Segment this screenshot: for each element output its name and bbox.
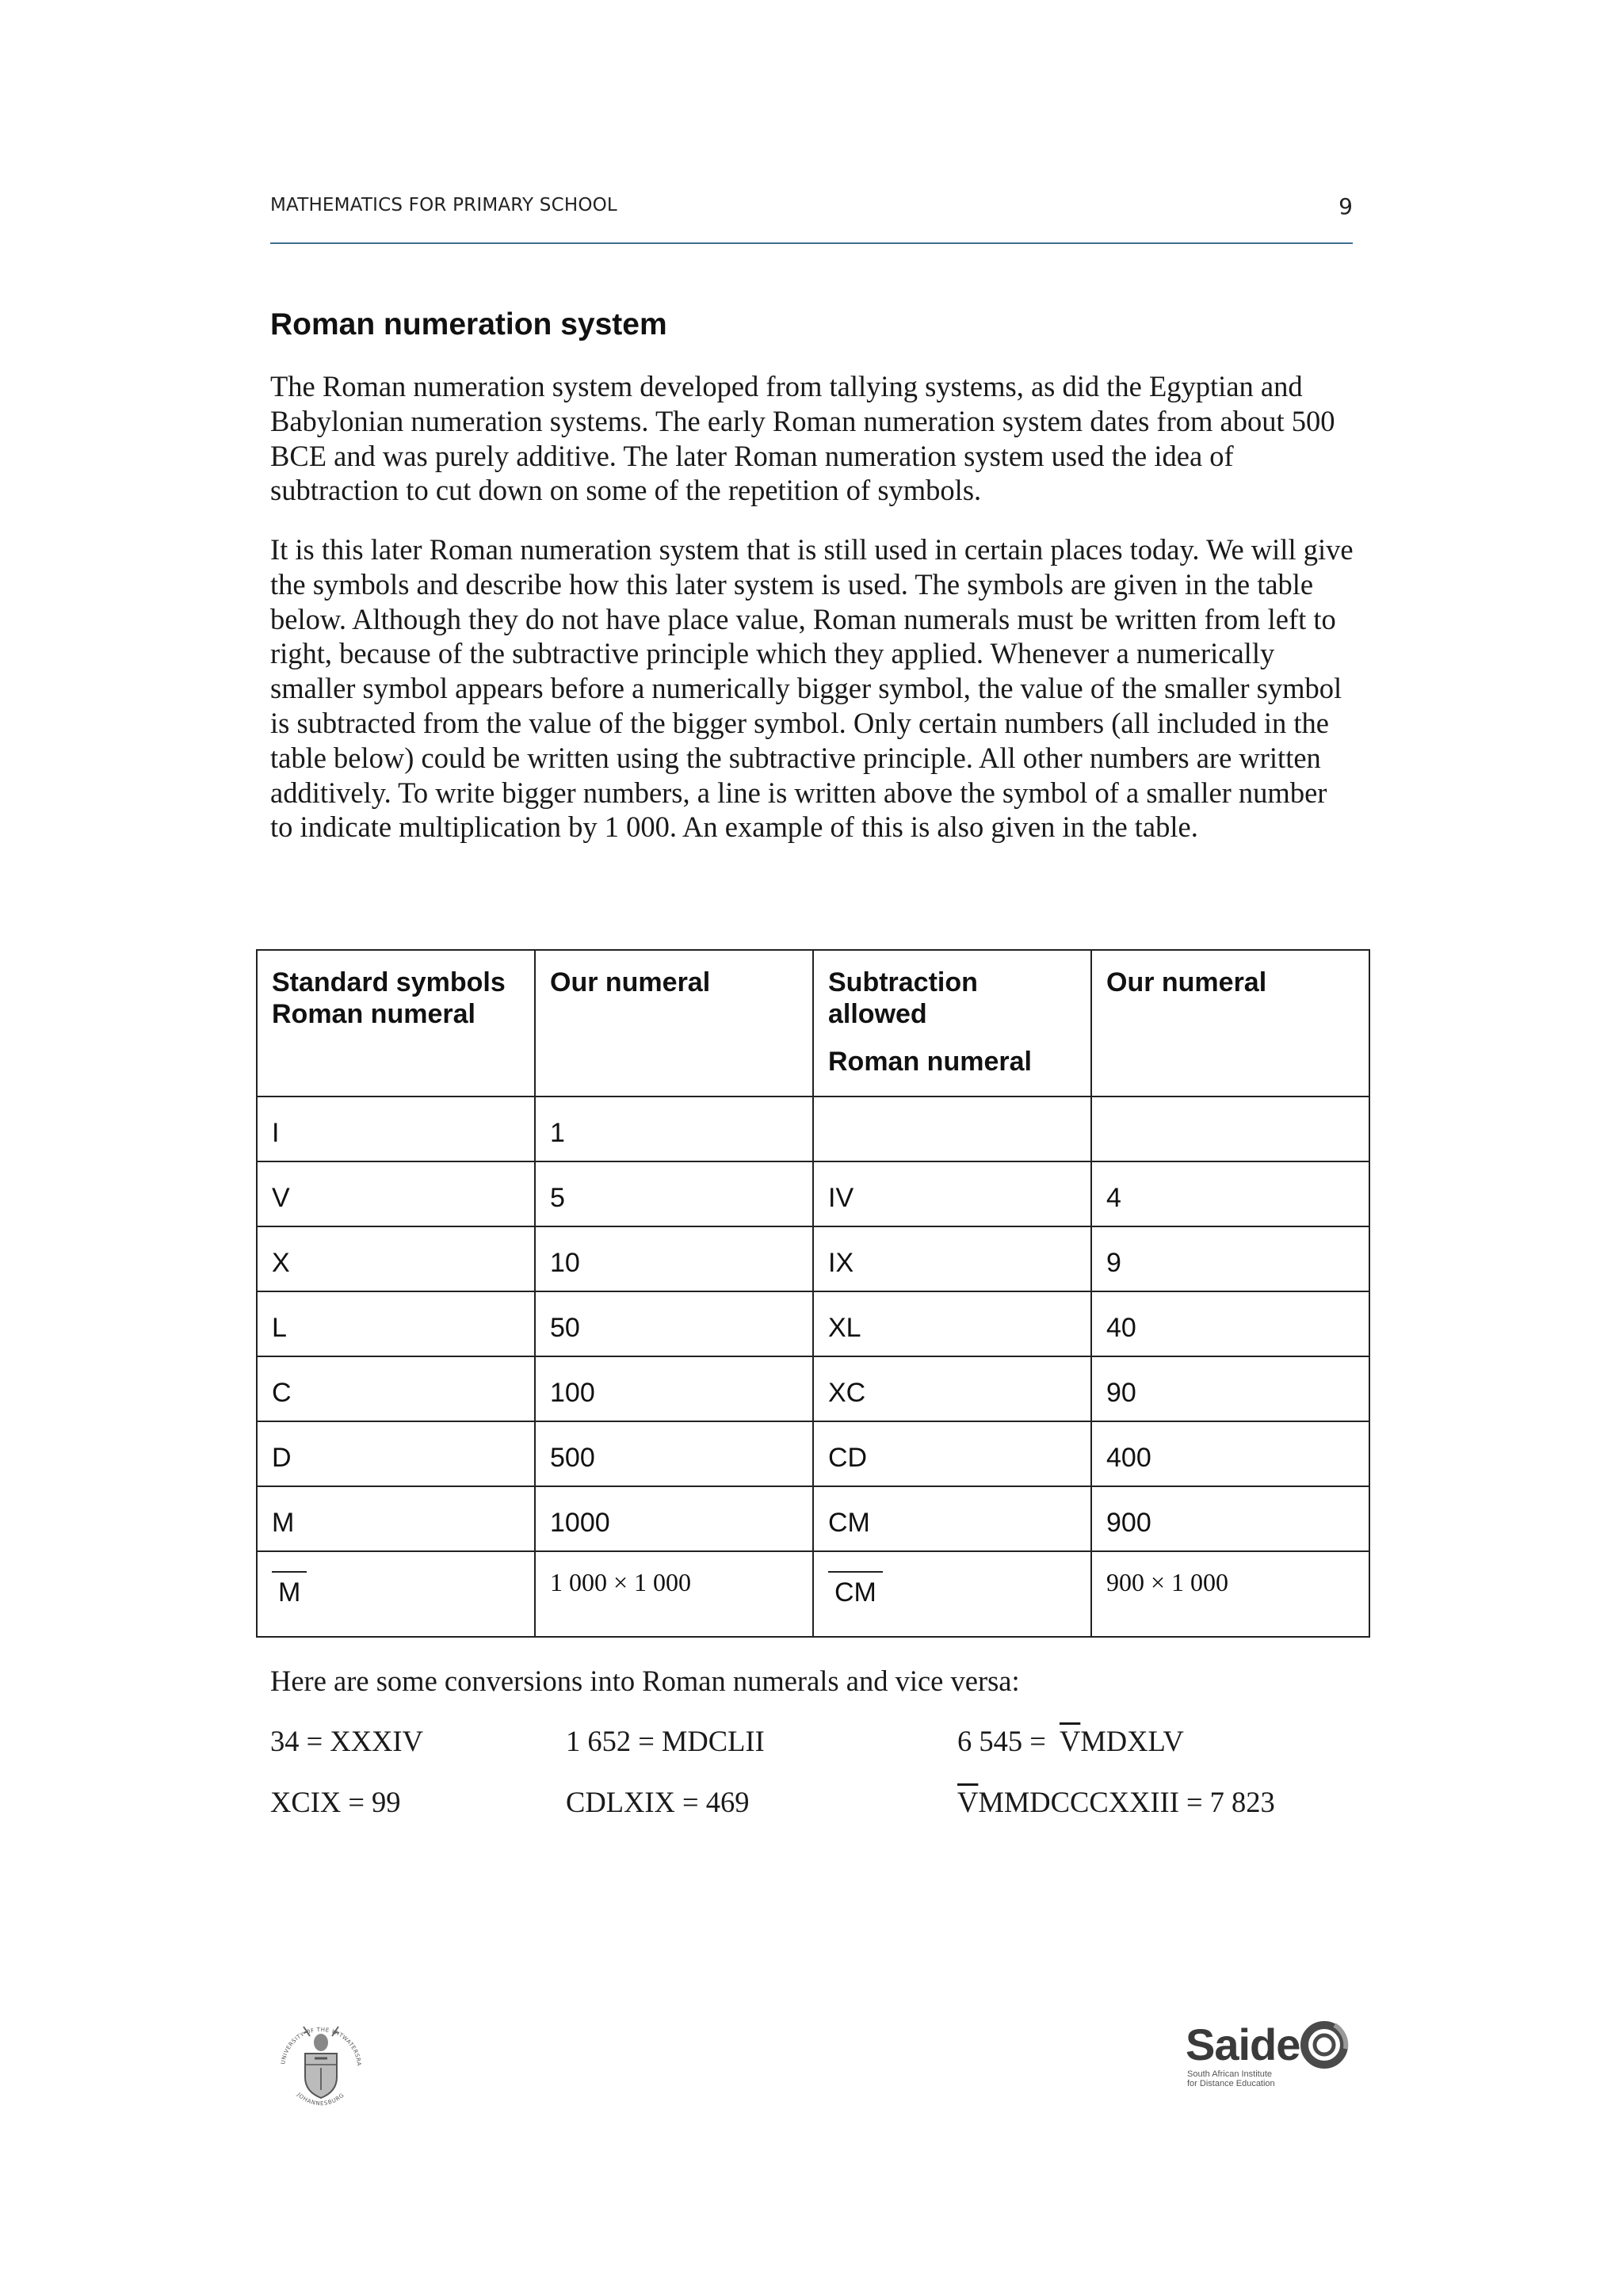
conversion-item: 34 = XXXIV (270, 1725, 423, 1757)
conversion-prefix: 6 545 = (957, 1725, 1053, 1757)
table-row (257, 1421, 1369, 1486)
cell-standard: M (257, 1486, 535, 1551)
cell-standard (257, 1551, 535, 1637)
running-title: MATHEMATICS FOR PRIMARY SCHOOL (270, 195, 617, 215)
overlined-symbol: CM (828, 1568, 883, 1608)
overlined-symbol: $\overline{V}$ (1059, 1725, 1081, 1757)
cell-standard: L (257, 1291, 535, 1356)
cell-subtractive: XL (813, 1291, 1091, 1356)
header-standard-line2: Roman numeral (272, 999, 475, 1029)
cell-standard: I (257, 1097, 535, 1161)
table-row (257, 1291, 1369, 1356)
cell-sub-value: 900 (1091, 1486, 1369, 1551)
cell-value: 10 (535, 1226, 813, 1291)
roman-numeral-table (256, 949, 1370, 1638)
cell-value: 50 (535, 1291, 813, 1356)
header-subtraction-line1: Subtraction (828, 967, 978, 997)
paragraph-1 (270, 369, 1356, 508)
table-row (257, 1551, 1369, 1637)
conversion-item: CDLXIX = 469 (566, 1786, 750, 1818)
cell-sub-value: 40 (1091, 1291, 1369, 1356)
header-our-numeral-2-text: Our numeral (1106, 967, 1267, 997)
paragraph-1-text: The Roman numeration system developed from tallying systems, as did the Egyptian and Babylonian numeration systems. The early Roman numeration system dates from about 500 BCE and was purely additive. The later Roman numeration system used the idea of subtraction to cut down on some of the repetition of symbols. (270, 370, 1335, 507)
cell-subtractive: CD (813, 1421, 1091, 1486)
conversions-intro: Here are some conversions into Roman numerals and vice versa: (270, 1665, 1020, 1697)
cell-sub-value: 400 (1091, 1421, 1369, 1486)
cell-subtractive: XC (813, 1356, 1091, 1421)
saide-ring-icon (1298, 2019, 1350, 2071)
cell-subtractive: IV (813, 1161, 1091, 1226)
cell-value: 500 (535, 1421, 813, 1486)
paragraph-2 (270, 532, 1356, 845)
svg-text:UNIVERSITY OF THE WITWATERSRAN: UNIVERSITY OF THE WITWATERSRA (280, 2026, 363, 2067)
header-subtraction-line2: allowed (828, 999, 927, 1029)
conversion-item (957, 1724, 1184, 1758)
cell-subtractive (813, 1097, 1091, 1161)
cell-standard: V (257, 1161, 535, 1226)
header-our-numeral-1-text: Our numeral (550, 967, 711, 997)
header-our-numeral-1 (535, 950, 813, 1097)
table-row (257, 1226, 1369, 1291)
cell-subtractive (813, 1551, 1091, 1637)
cell-value: 100 (535, 1356, 813, 1421)
cell-sub-value: 900 × 1 000 (1091, 1551, 1369, 1637)
saide-logo (1186, 2019, 1352, 2090)
table-row (257, 1356, 1369, 1421)
cell-subtractive: IX (813, 1226, 1091, 1291)
header-standard-line1: Standard symbols (272, 967, 506, 997)
header-subtraction-allowed (813, 950, 1091, 1097)
cell-sub-value: 9 (1091, 1226, 1369, 1291)
conversion-rest: MDXLV (1080, 1725, 1184, 1757)
university-crest-logo (273, 2012, 369, 2127)
running-header (270, 195, 1353, 244)
page-number: 9 (1338, 193, 1353, 219)
table-header-row (257, 950, 1369, 1097)
overlined-symbol: $\overline{V}$ (957, 1786, 979, 1818)
table-row (257, 1486, 1369, 1551)
cell-value: 1 (535, 1097, 813, 1161)
section-heading: Roman numeration system (270, 307, 667, 341)
table-row (257, 1097, 1369, 1161)
cell-value: 5 (535, 1161, 813, 1226)
cell-subtractive: CM (813, 1486, 1091, 1551)
saide-wordmark: Saide (1186, 2019, 1300, 2069)
header-our-numeral-2 (1091, 950, 1369, 1097)
saide-subtitle-2: for Distance Education (1187, 2079, 1275, 2088)
header-standard-symbols (257, 950, 535, 1097)
conversion-item (957, 1785, 1275, 1819)
conversion-item: XCIX = 99 (270, 1786, 401, 1818)
overlined-symbol: M (272, 1568, 307, 1608)
cell-standard: D (257, 1421, 535, 1486)
cell-value: 1 000 × 1 000 (535, 1551, 813, 1637)
cell-sub-value (1091, 1097, 1369, 1161)
cell-standard: C (257, 1356, 535, 1421)
svg-text:JOHANNESBURG: JOHANNESBURG (296, 2091, 346, 2107)
paragraph-2-text: It is this later Roman numeration system that is still used in certain places today. We will give the symbols and describe how this later system is used. The symbols are given in the table below. Although they do not have place value, Roman numerals must be written from left to right, because of the subtractive principle which they applied. Whenever a numerically smaller symbol appears before a numerically bigger symbol, the value of the smaller symbol is subtracted from the value of the bigger symbol. Only certain numbers (all included in the table below) could be written using the subtractive principle. All other numbers are written additively. To write bigger numbers, a line is written above the symbol of a smaller number to indicate multiplication by 1 000. An example of this is also given in the table. (270, 533, 1354, 844)
header-subtraction-line3: Roman numeral (828, 1047, 1032, 1077)
table-row (257, 1161, 1369, 1226)
cell-value: 1000 (535, 1486, 813, 1551)
saide-subtitle-1: South African Institute (1187, 2069, 1273, 2079)
cell-sub-value: 90 (1091, 1356, 1369, 1421)
cell-sub-value: 4 (1091, 1161, 1369, 1226)
conversion-item: 1 652 = MDCLII (566, 1725, 765, 1757)
cell-standard: X (257, 1226, 535, 1291)
conversion-rest: MMDCCCXXIII = 7 823 (978, 1786, 1275, 1818)
